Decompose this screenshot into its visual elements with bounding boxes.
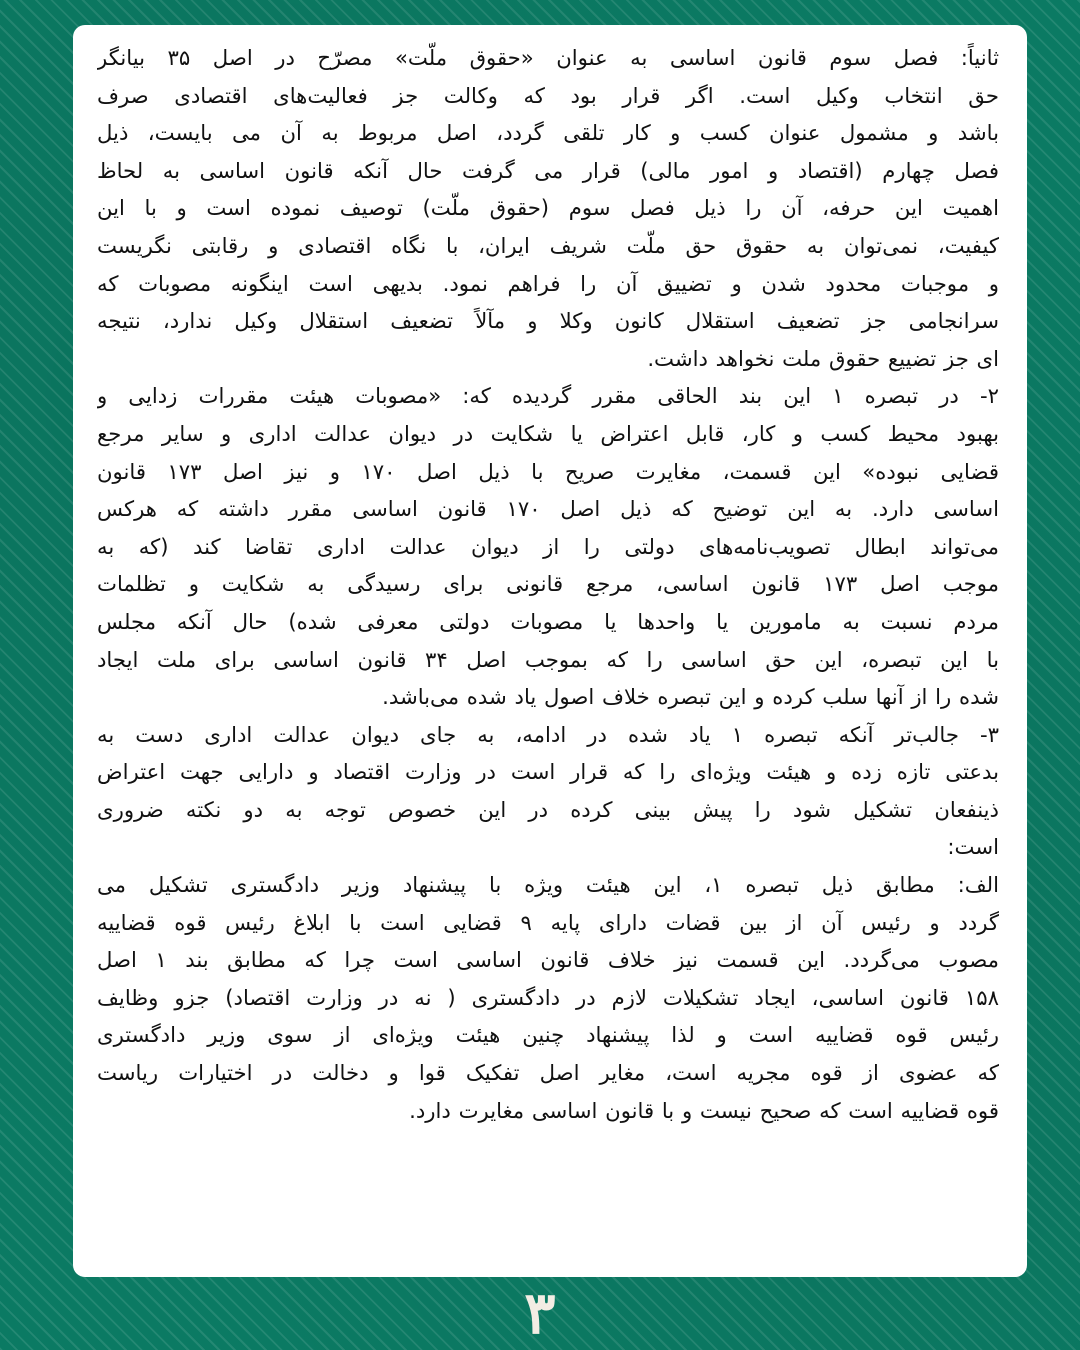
page-number: ۳ bbox=[524, 1279, 556, 1347]
text-line: الف: مطابق ذیل تبصره ۱، این هیئت ویژه با پیشنهاد وزیر دادگستری تشکیل می bbox=[97, 872, 999, 898]
paragraph-3 bbox=[97, 716, 999, 866]
text-line: اساسی دارد. به این توضیح که ذیل اصل ۱۷۰ قانون اساسی مقرر داشته که هرکس bbox=[97, 496, 999, 522]
document-card bbox=[73, 25, 1027, 1277]
text-line: ۲- در تبصره ۱ این بند الحاقی مقرر گردیده که: «مصوبات هیئت مقررات زدایی و bbox=[97, 383, 999, 409]
text-line: اهمیت این حرفه، آن را ذیل فصل سوم (حقوق ملّت) توصیف نموده است و با این bbox=[97, 195, 999, 221]
text-line: شده را از آنها سلب کرده و این تبصره خلاف اصول یاد شده می‌باشد. bbox=[382, 684, 999, 710]
text-line: ۳- جالب‌تر آنکه تبصره ۱ یاد شده در ادامه، به جای دیوان عدالت اداری دست به bbox=[97, 721, 999, 747]
text-line: سرانجامی جز تضعیف استقلال کانون وکلا و مآلاً تضعیف استقلال وکیل ندارد، نتیجه bbox=[97, 308, 999, 334]
paragraph-1 bbox=[97, 39, 999, 377]
paragraph-4 bbox=[97, 866, 999, 1129]
text-line: مردم نسبت به مامورین یا واحدها یا مصوبات دولتی معرفی شده) حال آنکه مجلس bbox=[97, 608, 999, 634]
text-line: ثانیاً: فصل سوم قانون اساسی به عنوان «حقوق ملّت» مصرّح در اصل ۳۵ بیانگر bbox=[97, 45, 999, 70]
paragraph-2 bbox=[97, 377, 999, 715]
text-line: و موجبات محدود شدن و تضییق آن را فراهم نمود. بدیهی است اینگونه مصوبات که bbox=[97, 270, 999, 296]
text-line: مصوب می‌گردد. این قسمت نیز خلاف قانون اساسی است چرا که مطابق بند ۱ اصل bbox=[97, 947, 999, 973]
text-line: که عضوی از قوه مجریه است، مغایر اصل تفکیک قوا و دخالت در اختیارات ریاست bbox=[97, 1060, 999, 1086]
text-line: فصل چهارم (اقتصاد و امور مالی) قرار می گرفت حال آنکه قانون اساسی به لحاظ bbox=[97, 157, 999, 183]
text-line: می‌تواند ابطال تصویب‌نامه‌های دولتی را از دیوان عدالت اداری تقاضا کند (که به bbox=[97, 533, 999, 559]
text-line: باشد و مشمول عنوان کسب و کار تلقی گردد، اصل مربوط به آن می بایست، ذیل bbox=[97, 120, 999, 146]
text-line: حق انتخاب وکیل است. اگر قرار بود که وکالت جز فعالیت‌های اقتصادی صرف bbox=[97, 82, 999, 108]
text-line: است: bbox=[947, 834, 999, 860]
text-line: قوه قضاییه است که صحیح نیست و با قانون اساسی مغایرت دارد. bbox=[409, 1097, 999, 1123]
text-line: ذینفعان تشکیل شود را پیش بینی کرده در این خصوص توجه به دو نکته ضروری bbox=[97, 796, 999, 822]
text-line: بهبود محیط کسب و کار، قابل اعتراض یا شکایت در دیوان عدالت اداری و سایر مرجع bbox=[97, 420, 999, 446]
text-line: ای جز تضییع حقوق ملت نخواهد داشت. bbox=[647, 345, 999, 371]
text-line: رئیس قوه قضاییه است و لذا پیشنهاد چنین هیئت ویژه‌ای از سوی وزیر دادگستری bbox=[97, 1022, 999, 1048]
text-line: گردد و رئیس آن از بین قضات دارای پایه ۹ قضایی است با ابلاغ رئیس قوه قضاییه bbox=[97, 909, 999, 935]
text-line: ۱۵۸ قانون اساسی، ایجاد تشکیلات لازم در دادگستری ( نه در وزارت اقتصاد) جزو وظایف bbox=[97, 984, 999, 1010]
text-line: قضایی نبوده» این قسمت، مغایرت صریح با ذیل اصل ۱۷۰ و نیز اصل ۱۷۳ قانون bbox=[97, 458, 999, 484]
text-line: بدعتی تازه زده و هیئت ویژه‌ای را که قرار است در وزارت اقتصاد و دارایی جهت اعتراض bbox=[97, 759, 999, 785]
text-line: با این تبصره، این حق اساسی را که بموجب اصل ۳۴ قانون اساسی برای ملت ایجاد bbox=[97, 646, 999, 672]
text-line: کیفیت، نمی‌توان به حقوق حق ملّت شریف ایران، با نگاه اقتصادی و رقابتی نگریست bbox=[97, 232, 999, 258]
text-line: موجب اصل ۱۷۳ قانون اساسی، مرجع قانونی برای رسیدگی به شکایت و تظلمات bbox=[97, 571, 999, 597]
